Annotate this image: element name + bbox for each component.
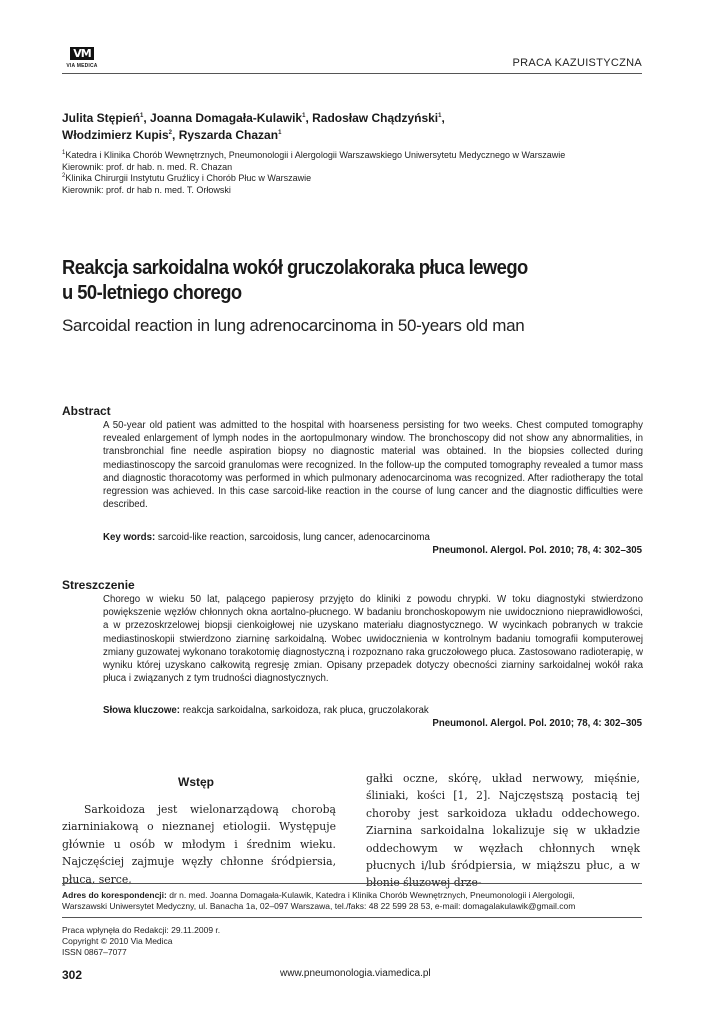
footnote-divider	[62, 883, 642, 884]
abstract-keywords	[103, 531, 643, 544]
affiliation-text: Klinika Chirurgii Instytutu Gruźlicy i Chorób Płuc w Warszawie	[65, 173, 312, 183]
author-affiliation-mark: 1	[438, 113, 442, 119]
abstract-citation: Pneumonol. Alergol. Pol. 2010; 78, 4: 302–305	[432, 545, 642, 556]
logo-mark: VM	[70, 47, 93, 60]
abstract-heading: Abstract	[62, 404, 111, 418]
article-title-polish	[62, 256, 614, 306]
affiliation-2-head: Kierownik: prof. dr hab n. med. T. Orłowski	[62, 184, 231, 195]
publication-info	[62, 925, 362, 957]
keywords-text: sarcoid-like reaction, sarcoidosis, lung cancer, adenocarcinoma	[157, 532, 430, 543]
author-name: Włodzimierz Kupis	[62, 128, 169, 142]
header-divider	[62, 73, 642, 74]
article-title-english: Sarcoidal reaction in lung adrenocarcinoma in 50-years old man	[62, 316, 525, 335]
keywords-label: Key words:	[103, 532, 156, 543]
affiliation-1-head: Kierownik: prof. dr hab. n. med. R. Chazan	[62, 161, 233, 172]
journal-url: www.pneumonologia.viamedica.pl	[280, 968, 431, 979]
logo-text: VIA MEDICA	[66, 63, 98, 69]
abstract-body: A 50-year old patient was admitted to the hospital with hoarseness persisting for two weeks. Chest computed tomography revealed enlargement of lymph nodes in the aortopulmonary window. The bronchoscopy did not show any abnormalities, in transbronchial fine needle aspiration biopsy no diagnostic material was obtained. In the biopsies collected during mediastinoscopy the sarcoid granulomas were recognized. In the follow-up the computed tomography revealed a tumor mass and diagnostic thoracotomy was performed in which pulmonary adenocarcinoma was recognized. After radiotherapy the total regression was achieved. In this case sarcoid-like reaction in the course of lung cancer and the diagnostic difficulties were described.	[103, 420, 643, 511]
affiliation-1	[62, 150, 662, 162]
author-list: Julita Stępień$^1$, Joanna Domagała-Kulawik$^1$, Radosław Chądzyński$^1$, Włodzimierz Kupis$^2$, Ryszarda Chazan$^1$	[62, 111, 445, 142]
author-affiliation-mark: 1	[302, 113, 306, 119]
streszczenie-citation: Pneumonol. Alergol. Pol. 2010; 78, 4: 302–305	[432, 718, 642, 729]
publisher-logo	[62, 44, 102, 69]
intro-column-left: Sarkoidoza jest wielonarządową chorobą ziarniniakową o nieznanej etiologii. Występuje głównie u osób w młodym i średnim wieku. Najczęściej zajmuje węzły chłonne śródpiersia, płuca, serce,	[62, 803, 336, 886]
streszczenie-heading: Streszczenie	[62, 578, 135, 592]
author-name: Ryszarda Chazan	[178, 128, 279, 142]
title-line: Reakcja sarkoidalna wokół gruczolakoraka płuca lewego	[62, 257, 528, 279]
affiliation-mark: 1	[62, 150, 66, 156]
intro-heading: Wstęp	[178, 775, 214, 789]
streszczenie-body: Chorego w wieku 50 lat, palącego papierosy przyjęto do kliniki z powodu chrypki. W toku diagnostyki stwierdzono powiększenie węzłów chłonnych okna aortalno-płucnego. W badaniu bronchoskopowym nie uwidoczniono nieprawidłowości, a w przezoskrzelowej biopsji cienkoigłowej nie uzyskano materiału diagnostycznego. W wycinkach pobranych w trakcie mediastinoskopii stwierdzono ziarninę sarkoidalną. Wobec uwidocznienia w kontrolnym badaniu tomografii komputerowej zmiany guzowatej wykonano torakotomię diagnostyczną i rozpoznano raka gruczołowego płuca. Zastosowano radioterapię, w wyniku której uzyskano całkowitą regresję zmian. Opisany przepadek dotyczy obecności ziarniny sarkoidalnej wokół raka płuca i związanych z tym trudności diagnostycznych.	[103, 594, 643, 685]
correspondence-line: dr n. med. Joanna Domagała-Kulawik, Katedra i Klinika Chorób Wewnętrznych, Pneumonologii i Alergologii,	[169, 890, 575, 900]
correspondence-line: Warszawski Uniwersytet Medyczny, ul. Banacha 1a, 02–097 Warszawa, tel./faks: 48 22 599 28 53, e-mail: domagalakulawik@gmail.com	[62, 901, 576, 911]
intro-column-right: gałki oczne, skórę, układ nerwowy, mięśnie, śliniaki, kości [1, 2]. Najczęstszą postacią tej choroby jest sarkoidoza układu oddechowego. Ziarnina sarkoidalna lokalizuje się w układzie oddechowym w węzłach chłonnych wnęk płucnych i/lub śródpiersia, w miąższu płuc, a w błonie śluzowej drze-	[366, 772, 640, 890]
author-name: Julita Stępień	[62, 111, 141, 125]
copyright: Copyright © 2010 Via Medica	[62, 935, 173, 946]
affiliation-mark: 2	[62, 173, 66, 179]
author-name: Radosław Chądzyński	[312, 111, 439, 125]
title-line: u 50-letniego chorego	[62, 282, 242, 304]
article-type-label: PRACA KAZUISTYCZNA	[512, 57, 642, 69]
keywords-text: reakcja sarkoidalna, sarkoidoza, rak płuca, gruczolakorak	[182, 705, 429, 716]
keywords-label: Słowa kluczowe:	[103, 705, 180, 716]
page-number: 302	[62, 968, 83, 982]
received-date: Praca wpłynęła do Redakcji: 29.11.2009 r.	[62, 925, 221, 935]
author-name: Joanna Domagała-Kulawik	[150, 111, 303, 125]
affiliation-text: Katedra i Klinika Chorób Wewnętrznych, Pneumonologii i Alergologii Warszawskiego Uniwersytetu Medycznego w Warszawie	[65, 150, 566, 160]
affiliations	[62, 150, 662, 196]
author-affiliation-mark: 2	[168, 130, 173, 136]
author-affiliation-mark: 1	[140, 113, 144, 119]
streszczenie-keywords	[103, 704, 643, 717]
affiliation-2	[62, 173, 662, 185]
author-affiliation-mark: 1	[278, 130, 282, 136]
correspondence-label: Adres do korespondencji:	[62, 890, 167, 900]
issn: ISSN 0867–7077	[62, 946, 127, 957]
footnote-divider-2	[62, 917, 642, 918]
correspondence-address	[62, 890, 652, 912]
